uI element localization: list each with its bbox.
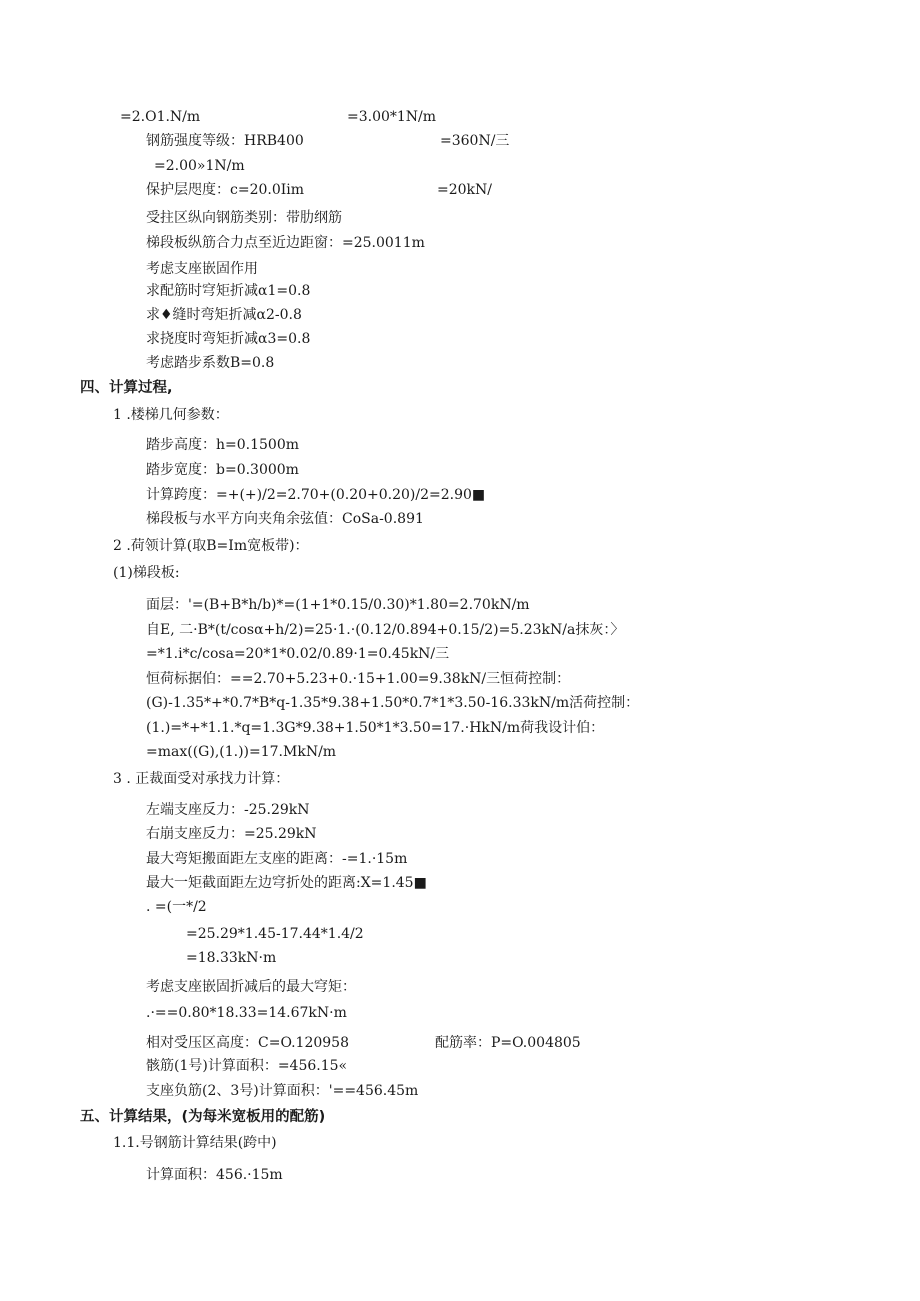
- capacity-support-rebar-area: 支座负筋(2、3号)计算面积：'==456.45m: [146, 1083, 419, 1099]
- section-5-heading: 五、计算结果，(为每米宽板用的配筋): [80, 1109, 326, 1125]
- capacity-reduced-moment: .·==0.80*18.33=14.67kN·m: [146, 1005, 347, 1021]
- geometry-cosine: 梯段板与水平方向夹角余弦值：CoSa-0.891: [146, 511, 424, 527]
- capacity-moment-substitution: =25.29*1.45-17.44*1.4/2: [186, 926, 364, 942]
- load-surface-layer: 面层：'=(B+B*h/b)*=(1+1*0.15/0.30)*1.80=2.70kN/m: [146, 597, 530, 613]
- param-line-1a: =2.O1.N/m: [120, 109, 201, 125]
- geometry-span: 计算跨度：=+(+)/2=2.70+(0.20+0.20)/2=2.90■: [146, 487, 486, 503]
- section-4-heading: 四、计算过程,: [80, 380, 173, 396]
- load-stair-slab-label: (1)梯段板:: [113, 565, 180, 581]
- param-rebar-type: 受拄区纵向钢筋类别：带肋纲筋: [146, 210, 342, 226]
- capacity-max-moment-distance-bend: 最大一矩截面距左边穹折处的距离:X=1.45■: [146, 875, 427, 891]
- capacity-moment-formula: . =(一*/2: [146, 899, 207, 915]
- param-rebar-edge-distance: 梯段板纵筋合力点至近边距窗：=25.0011m: [146, 235, 425, 251]
- subsection-load-title: 2 .荷领计算(取B=Im宽板带)：: [113, 538, 309, 554]
- param-alpha1: 求配筋时穹矩折减α1=0.8: [146, 283, 311, 299]
- param-line-4b: =20kN/: [437, 182, 492, 198]
- param-alpha3: 求挠度时弯矩折减α3=0.8: [146, 331, 311, 347]
- param-line-1b: =3.00*1N/m: [347, 109, 437, 125]
- param-support-fixity: 考虑支座嵌固作用: [146, 261, 258, 277]
- capacity-reinforcement-ratio: 配筋率：P=O.004805: [435, 1035, 581, 1051]
- capacity-left-reaction: 左端支座反力：-25.29kN: [146, 802, 310, 818]
- param-rebar-grade: 钢筋强度等级：HRB400: [146, 133, 304, 149]
- load-dead-control: (G)-1.35*+*0.7*B*q-1.35*9.38+1.50*0.7*1*3.50-16.33kN/m活荷控制：: [146, 695, 640, 711]
- capacity-moment-result: =18.33kN·m: [186, 950, 277, 966]
- capacity-compression-height: 相对受压区高度：C=O.120958: [146, 1035, 349, 1051]
- capacity-max-moment-distance: 最大弯矩搬面距左支座的距离：-=1.·15m: [146, 851, 408, 867]
- load-dead-standard: 恒荷标据伯：==2.70+5.23+0.·15+1.00=9.38kN/三恒荷控制：: [146, 671, 571, 687]
- result-rebar-1-title: 1.1.号钢筋计算结果(跨中): [113, 1135, 277, 1151]
- capacity-span-rebar-area: 骸筋(1号)计算面积：=456.15«: [146, 1058, 348, 1074]
- load-plaster: =*1.i*c/cosa=20*1*0.02/0.89·1=0.45kN/三: [146, 646, 450, 662]
- param-step-factor: 考虑踏步系数B=0.8: [146, 355, 275, 371]
- subsection-geometry-title: 1 .楼梯几何参数：: [113, 407, 229, 423]
- param-cover-thickness: 保护层咫度：c=20.0Iim: [146, 182, 305, 198]
- load-design-value: =max((G),(1.))=17.MkN/m: [146, 744, 337, 760]
- load-live-control: (1.)=*+*1.1.*q=1.3G*9.38+1.50*1*3.50=17.·HkN/m荷我设计伯：: [146, 720, 605, 736]
- geometry-step-height: 踏步高度：h=0.1500m: [146, 437, 300, 453]
- capacity-right-reaction: 右崩支座反力：=25.29kN: [146, 826, 317, 842]
- load-self-weight: 自E, 二·B*(t/cosα+h/2)=25·1.·(0.12/0.894+0.15/2)=5.23kN/a抹灰：〉: [146, 622, 625, 638]
- capacity-reduced-moment-label: 考虑支座嵌固折减后的最大穹矩：: [146, 979, 356, 995]
- geometry-step-width: 踏步宽度：b=0.3000m: [146, 462, 299, 478]
- param-line-3: =2.00»1N/m: [154, 158, 245, 174]
- result-rebar-1-area: 计算面积：456.·15m: [146, 1167, 283, 1183]
- param-rebar-strength: =360N/三: [440, 133, 510, 149]
- subsection-capacity-title: 3 . 正裁面受对承找力计算：: [113, 771, 290, 787]
- param-alpha2: 求♦缝时弯矩折减α2-0.8: [146, 307, 302, 323]
